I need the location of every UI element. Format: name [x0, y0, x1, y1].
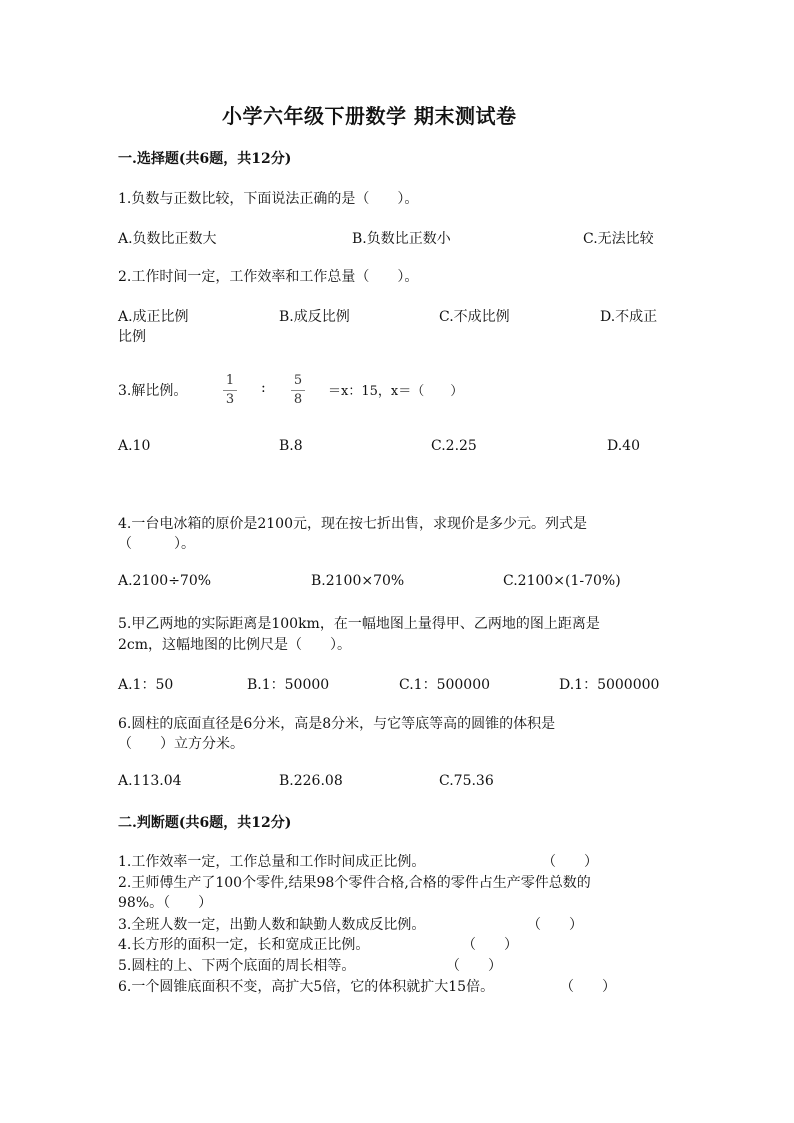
question-2-option-a: A.成正比例 [118, 309, 189, 325]
section-heading-choice: 一.选择题(共6题，共12分) [118, 151, 292, 167]
section-heading-judgment: 二.判断题(共6题，共12分) [118, 815, 292, 831]
judgment-3-text: 3.全班人数一定，出勤人数和缺勤人数成反比例。 [118, 917, 426, 933]
fraction-numerator: 1 [225, 373, 235, 388]
judgment-1-blank: （ ） [542, 854, 598, 870]
question-6-option-b: B.226.08 [279, 773, 343, 789]
judgment-6-text: 6.一个圆锥底面积不变，高扩大5倍，它的体积就扩大15倍。 [118, 979, 495, 995]
judgment-6-blank: （ ） [560, 979, 616, 995]
ratio-colon: : [261, 380, 266, 396]
question-5-text-line2: 2cm，这幅地图的比例尺是（ ）。 [118, 637, 352, 653]
question-3-option-d: D.40 [607, 438, 640, 454]
question-6-text: 6.圆柱的底面直径是6分米，高是8分米，与它等底等高的圆锥的体积是 [118, 716, 556, 732]
judgment-5-text: 5.圆柱的上、下两个底面的周长相等。 [118, 958, 356, 974]
question-1-text: 1.负数与正数比较，下面说法正确的是（ ）。 [118, 191, 419, 207]
judgment-2-text-line2: 98%。（ ） [118, 895, 213, 911]
question-3-suffix: ＝x：15，x＝（ ） [328, 384, 464, 399]
question-5-option-d: D.1：5000000 [559, 677, 660, 693]
question-1-option-b: B.负数比正数小 [352, 231, 451, 247]
judgment-5-blank: （ ） [446, 958, 502, 974]
question-4-option-b: B.2100×70% [311, 573, 405, 589]
question-3-option-a: A.10 [118, 438, 151, 454]
question-6-option-c: C.75.36 [439, 773, 494, 789]
question-2-option-d: D.不成正 [600, 309, 658, 325]
question-1-option-a: A.负数比正数大 [118, 231, 217, 247]
fraction-bar [223, 390, 237, 391]
page-title: 小学六年级下册数学 期末测试卷 [222, 104, 517, 128]
fraction-bar [291, 390, 305, 391]
question-2-option-c: C.不成比例 [439, 309, 510, 325]
judgment-4-text: 4.长方形的面积一定，长和宽成正比例。 [118, 937, 370, 953]
question-4-option-a: A.2100÷70% [118, 573, 212, 589]
fraction-denominator: 3 [225, 392, 235, 407]
question-3-prefix: 3.解比例。 [118, 383, 188, 399]
fraction-denominator: 8 [293, 392, 303, 407]
question-4-text: 4.一台电冰箱的原价是2100元，现在按七折出售，求现价是多少元。列式是 [118, 516, 587, 532]
question-4-text-line2: （ ）。 [118, 536, 195, 552]
question-2-text: 2.工作时间一定，工作效率和工作总量（ ）。 [118, 269, 419, 285]
question-3-option-b: B.8 [279, 438, 303, 454]
question-5-option-c: C.1：500000 [399, 677, 491, 693]
question-6-option-a: A.113.04 [118, 773, 182, 789]
fraction-five-eighths [290, 373, 306, 408]
fraction-numerator: 5 [293, 373, 303, 388]
question-3-option-c: C.2.25 [431, 438, 477, 454]
question-4-option-c: C.2100×(1-70%) [503, 573, 621, 589]
judgment-3-blank: （ ） [527, 917, 583, 933]
question-5-option-a: A.1：50 [118, 677, 174, 693]
question-5-option-b: B.1：50000 [247, 677, 330, 693]
question-6-text-line2: （ ）立方分米。 [118, 736, 244, 752]
judgment-2-text: 2.王师傅生产了100个零件,结果98个零件合格,合格的零件占生产零件总数的 [118, 875, 591, 891]
fraction-one-third [222, 373, 238, 408]
judgment-4-blank: （ ） [462, 937, 518, 953]
question-2-option-b: B.成反比例 [279, 309, 350, 325]
question-2-option-d-wrap: 比例 [118, 329, 146, 345]
judgment-1-text: 1.工作效率一定，工作总量和工作时间成正比例。 [118, 854, 426, 870]
question-5-text: 5.甲乙两地的实际距离是100km，在一幅地图上量得甲、乙两地的图上距离是 [118, 616, 600, 632]
question-1-option-c: C.无法比较 [583, 231, 654, 247]
